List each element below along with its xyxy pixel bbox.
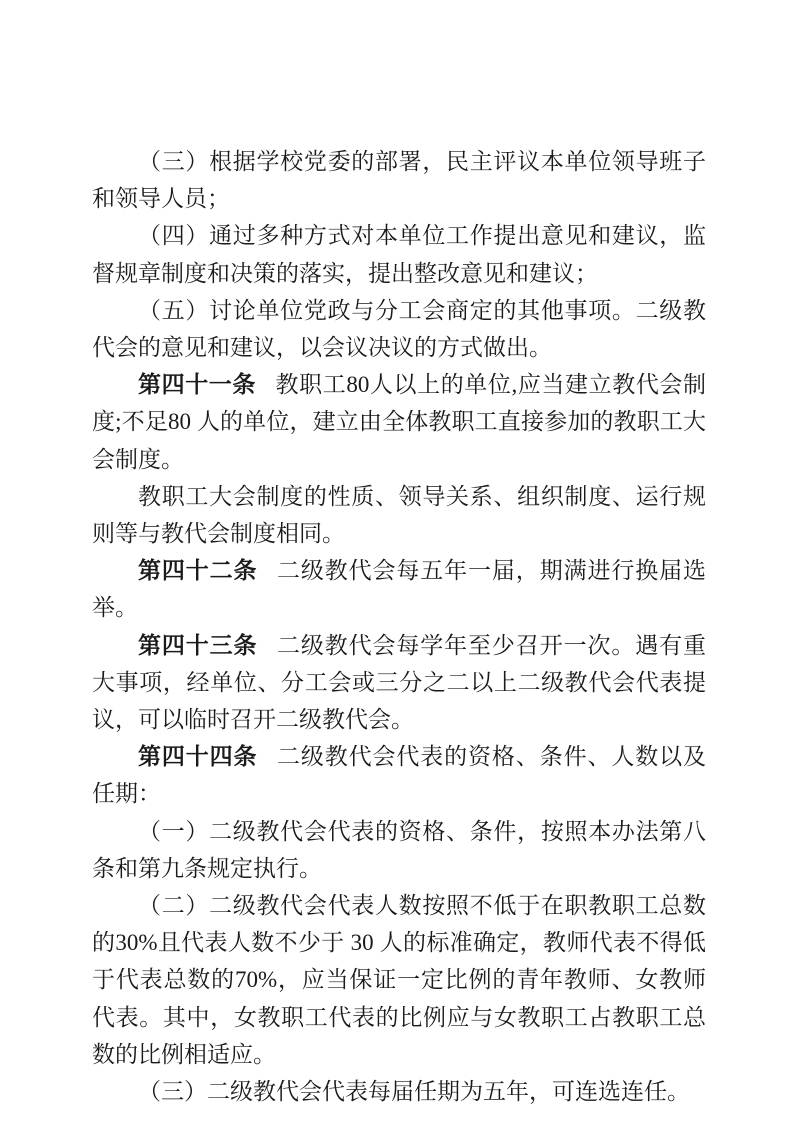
article-number: 第四十一条 <box>138 372 256 398</box>
paragraph-article-44 <box>92 738 706 812</box>
paragraph-item-3 <box>92 143 706 217</box>
document-text-block <box>92 143 706 1110</box>
paragraph-staff-assembly <box>92 478 706 552</box>
paragraph-text: 二级教代会每学年至少召开一次。遇有重大事项，经单位、分工会或三分之二以上二级教代会代表提议，可以临时召开二级教代会。 <box>92 632 707 733</box>
article-number: 第四十三条 <box>138 632 258 658</box>
paragraph-text: （三）二级教代会代表每届任期为五年，可连选连任。 <box>138 1079 690 1105</box>
paragraph-article-42 <box>92 552 706 626</box>
article-number: 第四十四条 <box>138 744 258 770</box>
paragraph-text: （四）通过多种方式对本单位工作提出意见和建议，监督规章制度和决策的落实，提出整改意见和建议； <box>92 223 706 286</box>
paragraph-text: 教职工80人以上的单位,应当建立教代会制度;不足80 人的单位，建立由全体教职工直接参加的教职工大会制度。 <box>92 372 707 472</box>
paragraph-text: （三）根据学校党委的部署，民主评议本单位领导班子和领导人员； <box>92 149 706 212</box>
paragraph-item-4 <box>92 217 706 291</box>
paragraph-article-41 <box>92 366 706 478</box>
paragraph-item-3-term <box>92 1073 706 1110</box>
paragraph-text: 二级教代会代表的资格、条件、人数以及任期： <box>92 744 707 807</box>
paragraph-text: （五）讨论单位党政与分工会商定的其他事项。二级教代会的意见和建议，以会议决议的方式做出。 <box>92 297 706 361</box>
paragraph-text: 教职工大会制度的性质、领导关系、组织制度、运行规则等与教代会制度相同。 <box>92 483 706 547</box>
paragraph-text: 二级教代会每五年一届，期满进行换届选举。 <box>92 558 707 621</box>
paragraph-text: （一）二级教代会代表的资格、条件，按照本办法第八条和第九条规定执行。 <box>92 818 706 881</box>
paragraph-text: （二）二级教代会代表人数按照不低于在职教职工总数的30%且代表人数不少于 30 人的标准确定，教师代表不得低于代表总数的70%，应当保证一定比例的青年教师、女教师代表。其中，女教职工代表的比例应与女教职工占教职工总数的比例相适应。 <box>92 893 706 1067</box>
paragraph-item-2 <box>92 887 706 1073</box>
paragraph-article-43 <box>92 627 706 739</box>
paragraph-item-5 <box>92 292 706 366</box>
paragraph-item-1 <box>92 813 706 887</box>
article-number: 第四十二条 <box>138 558 258 584</box>
